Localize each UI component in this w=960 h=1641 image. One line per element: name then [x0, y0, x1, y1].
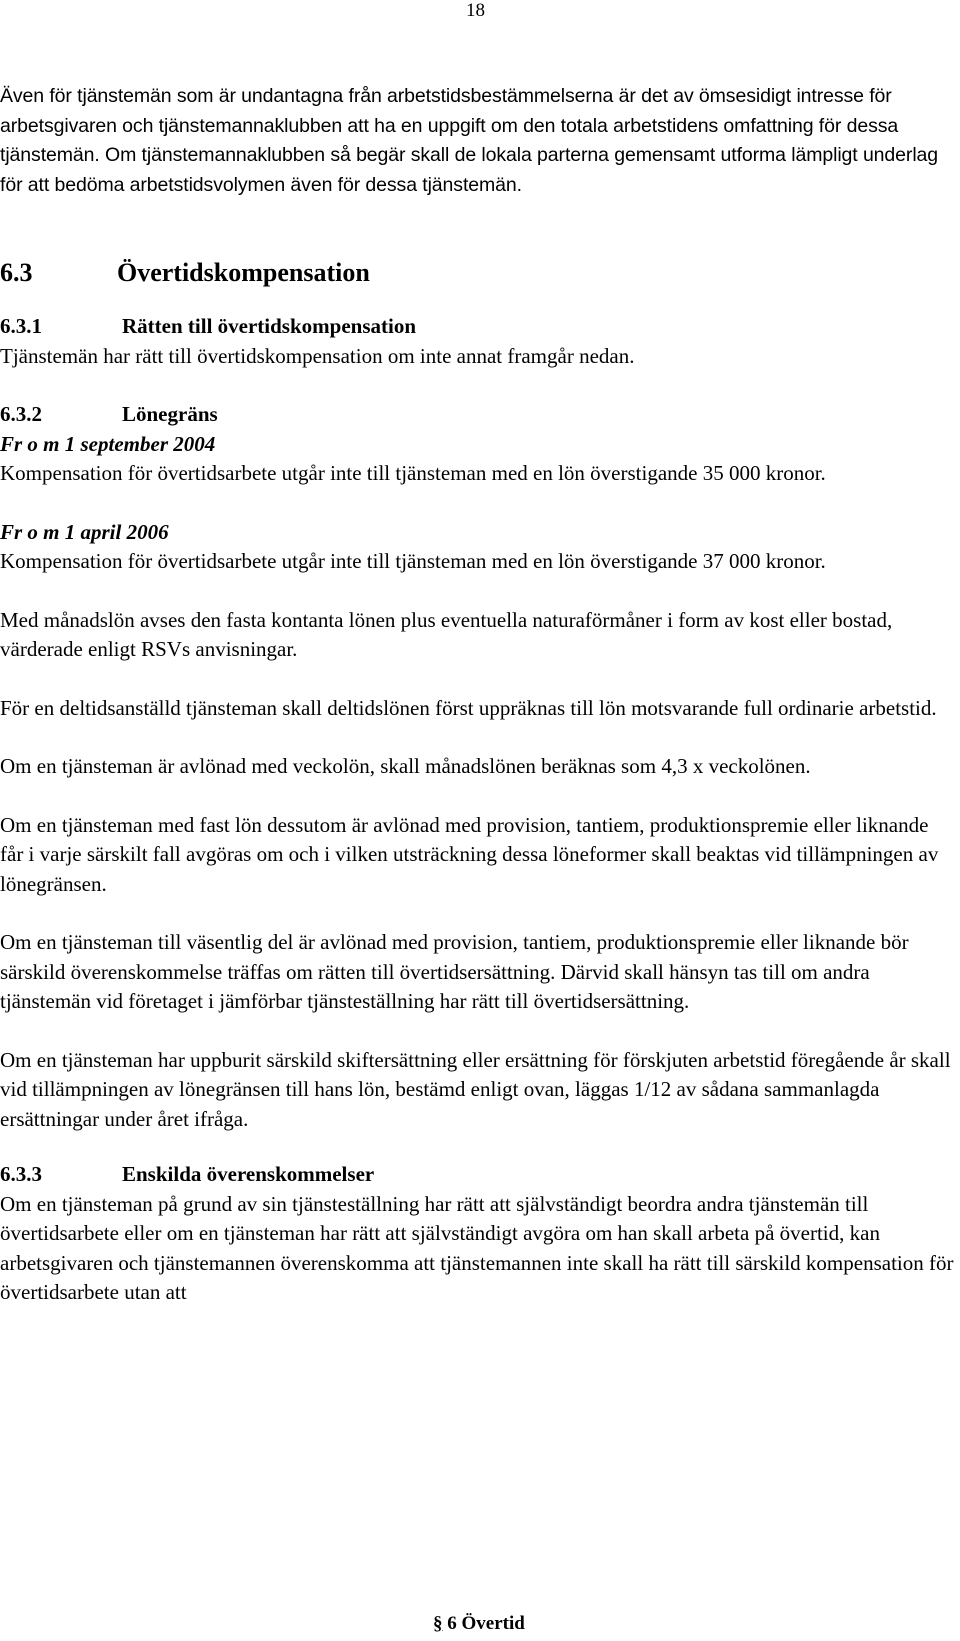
paragraph-substantial-commission: Om en tjänsteman till väsentlig del är avlönad med provision, tantiem, produktionspremie eller liknande bör särskild överenskommelse träffas om rätten till övertidsersättning. Därvid skall hänsyn tas till om andra tjänstemän vid företaget i jämförbar tjänsteställning har rätt till övertidsersättning.: [0, 930, 909, 1013]
period-heading-2004: Fr o m 1 september 2004: [0, 431, 216, 456]
paragraph-commission: Om en tjänsteman med fast lön dessutom är avlönad med provision, tantiem, produktionspremie eller liknande får i varje särskilt fall avgöras om och i vilken utsträckning dessa löneformer skall beaktas vid tillämpningen av lönegränsen.: [0, 812, 939, 896]
footer-label: 6 Övertid: [447, 1613, 525, 1634]
subsection-title: Enskilda överenskommelser: [122, 1162, 375, 1186]
subsection-heading: [0, 312, 955, 342]
period-heading-2006: Fr o m 1 april 2006: [0, 519, 169, 544]
subsection-number: 6.3.1: [0, 314, 42, 338]
paragraph-part-time: För en deltidsanställd tjänsteman skall deltidslönen först uppräknas till lön motsvarande full ordinarie arbetstid.: [0, 695, 937, 720]
subsection-text: Om en tjänsteman på grund av sin tjänsteställning har rätt att självständigt beordra andra tjänstemän till övertidsarbete eller om en tjänsteman har rätt att självständigt avgöra om han skall arbeta på övertid, kan arbetsgivaren och tjänstemannen överenskomma att tjänstemannen inte skall ha rätt till särskild kompensation för övertidsarbete utan att: [0, 1191, 954, 1304]
subsection-heading: [0, 1160, 955, 1190]
subsection-heading: [0, 400, 955, 430]
document-body: [0, 82, 955, 1308]
period-text-2006: Kompensation för övertidsarbete utgår inte till tjänsteman med en lön överstigande 37 000 kronor.: [0, 549, 826, 573]
subsection-6-3-2: [0, 400, 955, 1134]
subsection-title: Lönegräns: [122, 402, 218, 426]
section-number: 6.3: [0, 258, 33, 287]
paragraph-shift-compensation: Om en tjänsteman har uppburit särskild skiftersättning eller ersättning för förskjuten arbetstid föregående år skall vid tillämpningen av lönegränsen till hans lön, bestämd enligt ovan, läggas 1/12 av sådana sammanlagda ersättningar under året ifråga.: [0, 1047, 951, 1131]
subsection-number: 6.3.2: [0, 402, 42, 426]
period-text-2004: Kompensation för övertidsarbete utgår inte till tjänsteman med en lön överstigande 35 000 kronor.: [0, 461, 826, 485]
intro-paragraph: Även för tjänstemän som är undantagna från arbetstidsbestämmelserna är det av ömsesidigt intresse för arbetsgivaren och tjänstemannaklubben att ha en uppgift om den totala arbetstidens omfattning för dessa tjänstemän. Om tjänstemannaklubben så begär skall de lokala parterna gemensamt utforma lämpligt underlag för att bedöma arbetstidsvolymen även för dessa tjänstemän.: [0, 85, 939, 196]
subsection-6-3-3: [0, 1160, 955, 1308]
subsection-text: Tjänstemän har rätt till övertidskompensation om inte annat framgår nedan.: [0, 343, 635, 368]
subsection-number: 6.3.3: [0, 1162, 42, 1186]
section-heading: [0, 257, 955, 289]
section-sign: §: [433, 1613, 443, 1634]
subsection-6-3-1: [0, 312, 955, 371]
paragraph-weekly-salary: Om en tjänsteman är avlönad med veckolön, skall månadslönen beräknas som 4,3 x veckolönen.: [0, 754, 811, 778]
paragraph-monthly-salary: Med månadslön avses den fasta kontanta lönen plus eventuella naturaförmåner i form av kost eller bostad, värderade enligt RSVs anvisningar.: [0, 607, 893, 661]
section-title: Övertidskompensation: [117, 258, 370, 287]
page-number: 18: [466, 0, 485, 21]
subsection-title: Rätten till övertidskompensation: [122, 314, 416, 338]
page-footer: [433, 1612, 525, 1636]
